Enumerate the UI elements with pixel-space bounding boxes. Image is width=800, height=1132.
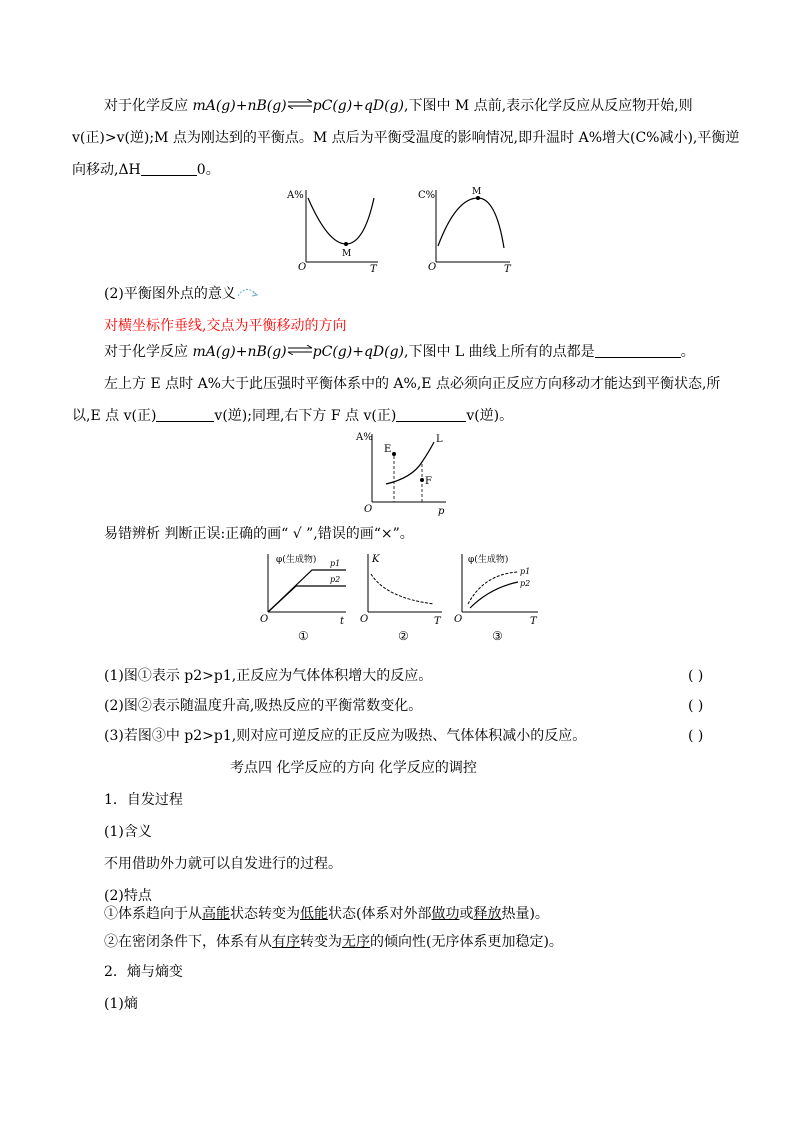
judge-item-3: (3)若图③中 p2>p1,则对应可逆反应的正反应为吸热、气体体积减小的反应。 bbox=[104, 728, 587, 744]
fig1-left-xlabel: T bbox=[370, 264, 377, 275]
s12a-underline-1: 高能 bbox=[202, 906, 230, 922]
fig1-right-ylabel: C% bbox=[418, 190, 436, 201]
fig3-g1-p2: p2 bbox=[330, 575, 341, 584]
section-1-2-b bbox=[104, 932, 563, 952]
fig2-origin: O bbox=[364, 504, 373, 515]
answer-blank-dh[interactable] bbox=[141, 161, 197, 176]
para2-line bbox=[104, 342, 695, 362]
reaction-right: pC(g)+qD(g) bbox=[312, 98, 405, 114]
para2-text-b: ,下图中 L 曲线上所有的点都是 bbox=[404, 344, 595, 360]
figure-2 bbox=[350, 428, 460, 518]
para3-line2 bbox=[72, 406, 513, 426]
fig2-point-f: F bbox=[425, 476, 432, 487]
answer-blank-F[interactable] bbox=[396, 407, 466, 422]
fig3-g2-origin: O bbox=[360, 614, 369, 625]
section-1-1-heading: (1)含义 bbox=[104, 824, 152, 840]
para2-text-a: 对于化学反应 bbox=[104, 344, 193, 360]
s12b-text-c: 的倾向性(无序体系更加稳定)。 bbox=[370, 934, 563, 950]
para1-line2: v(正)>v(逆);M 点为刚达到的平衡点。M 点后为平衡受温度的影响情况,即升温时 A%增大(C%减小),平衡逆 bbox=[72, 130, 740, 146]
fig3-g1-xlabel: t bbox=[340, 616, 345, 627]
red-note: 对横坐标作垂线,交点为平衡移动的方向 bbox=[104, 318, 347, 334]
para2-text-c: 。 bbox=[680, 344, 695, 360]
fig3-g3-origin: O bbox=[454, 614, 463, 625]
s12a-text-b: 状态转变为 bbox=[230, 906, 300, 922]
equilibrium-arrow-icon bbox=[287, 99, 313, 109]
section-1-2-a bbox=[104, 904, 549, 924]
fig1-right-xlabel: T bbox=[504, 264, 511, 275]
judge-item-1: (1)图①表示 p2>p1,正反应为气体体积增大的反应。 bbox=[104, 668, 433, 684]
reaction-left: mA(g)+nB(g) bbox=[192, 98, 287, 114]
para1-line1 bbox=[104, 96, 693, 116]
para1-text-b: ,下图中 M 点前,表示化学反应从反应物开始,则 bbox=[404, 98, 693, 114]
s12b-text-b: 转变为 bbox=[300, 934, 342, 950]
fig3-g1-ylabel: φ(生成物) bbox=[276, 555, 317, 565]
s12b-underline-1: 有序 bbox=[272, 934, 300, 950]
fig3-g3-ylabel: φ(生成物) bbox=[468, 555, 509, 565]
section-1-2-heading: (2)特点 bbox=[104, 888, 152, 904]
s12a-text-c: 状态(体系对外部 bbox=[328, 906, 432, 922]
fig3-g3-p1: p1 bbox=[520, 567, 531, 576]
section-2-title-text: (2)平衡图外点的意义 bbox=[104, 286, 236, 302]
fig3-g3-p2: p2 bbox=[520, 579, 531, 588]
answer-blank-E[interactable] bbox=[156, 407, 214, 422]
section-1-heading: 1．自发过程 bbox=[104, 792, 183, 808]
fig3-g1-p1: p1 bbox=[330, 559, 341, 568]
fig1-right-point: M bbox=[472, 187, 482, 197]
para1-line3-b: 0。 bbox=[196, 162, 220, 178]
fig3-g3-num: ③ bbox=[492, 629, 503, 643]
s12a-text-e: 热量)。 bbox=[501, 906, 549, 922]
section-2-heading: 2．熵与熵变 bbox=[104, 964, 183, 980]
fig3-g1-num: ① bbox=[298, 629, 309, 643]
fig2-ylabel: A% bbox=[356, 432, 373, 443]
judge-item-2: (2)图②表示随温度升高,吸热反应的平衡常数变化。 bbox=[104, 698, 423, 714]
section-2-1-heading: (1)熵 bbox=[104, 996, 138, 1012]
fig2-point-e: E bbox=[384, 444, 392, 455]
para1-line3 bbox=[72, 160, 220, 180]
s12a-text-a: ①体系趋向于从 bbox=[104, 906, 202, 922]
fig3-g2-ylabel: K bbox=[372, 554, 380, 565]
fig1-left-origin: O bbox=[298, 262, 307, 273]
para3-line2-b: v(逆);同理,右下方 F 点 v(正) bbox=[214, 408, 397, 424]
judge-mark-3[interactable]: ( ) bbox=[688, 728, 704, 744]
s12b-underline-2: 无序 bbox=[342, 934, 370, 950]
section-1-1-text: 不用借助外力就可以自发进行的过程。 bbox=[104, 856, 342, 872]
fig3-g2-xlabel: T bbox=[434, 616, 441, 627]
fig3-g1-origin: O bbox=[260, 614, 269, 625]
fig2-curve-label: L bbox=[436, 434, 443, 445]
reaction-right-2: pC(g)+qD(g) bbox=[312, 344, 405, 360]
s12a-underline-2: 低能 bbox=[300, 906, 328, 922]
yicuo-line: 易错辨析 判断正误:正确的画“ √ ”,错误的画“×”。 bbox=[104, 526, 414, 542]
fig1-left-point: M bbox=[342, 249, 352, 259]
kaodian-heading: 考点四 化学反应的方向 化学反应的调控 bbox=[230, 760, 477, 776]
figure-3 bbox=[256, 548, 546, 648]
s12b-text-a: ②在密闭条件下，体系有从 bbox=[104, 934, 272, 950]
answer-blank-L[interactable] bbox=[595, 343, 681, 358]
equilibrium-arrow-icon-2 bbox=[287, 345, 313, 355]
para3-line1: 左上方 E 点时 A%大于此压强时平衡体系中的 A%,E 点必须向正反应方向移动才能达到平衡状态,所 bbox=[104, 376, 721, 392]
figure-1 bbox=[282, 184, 522, 276]
fig1-left-ylabel: A% bbox=[287, 190, 304, 201]
s12a-underline-3: 做功 bbox=[431, 906, 460, 922]
para1-text-a: 对于化学反应 bbox=[104, 98, 193, 114]
link-arrow-icon bbox=[236, 286, 260, 300]
judge-mark-2[interactable]: ( ) bbox=[688, 698, 704, 714]
judge-mark-1[interactable]: ( ) bbox=[688, 668, 704, 684]
fig3-g2-num: ② bbox=[398, 629, 409, 643]
para3-line2-c: v(逆)。 bbox=[466, 408, 514, 424]
s12a-text-d: 或 bbox=[459, 906, 474, 922]
fig1-right-origin: O bbox=[428, 262, 437, 273]
s12a-underline-4: 释放 bbox=[473, 906, 502, 922]
section-2-title bbox=[104, 284, 260, 304]
para3-line2-a: 以,E 点 v(正) bbox=[72, 408, 157, 424]
reaction-left-2: mA(g)+nB(g) bbox=[192, 344, 287, 360]
fig3-g3-xlabel: T bbox=[530, 616, 537, 627]
para1-line3-a: 向移动,ΔH bbox=[72, 162, 141, 178]
fig2-xlabel: p bbox=[438, 506, 445, 517]
